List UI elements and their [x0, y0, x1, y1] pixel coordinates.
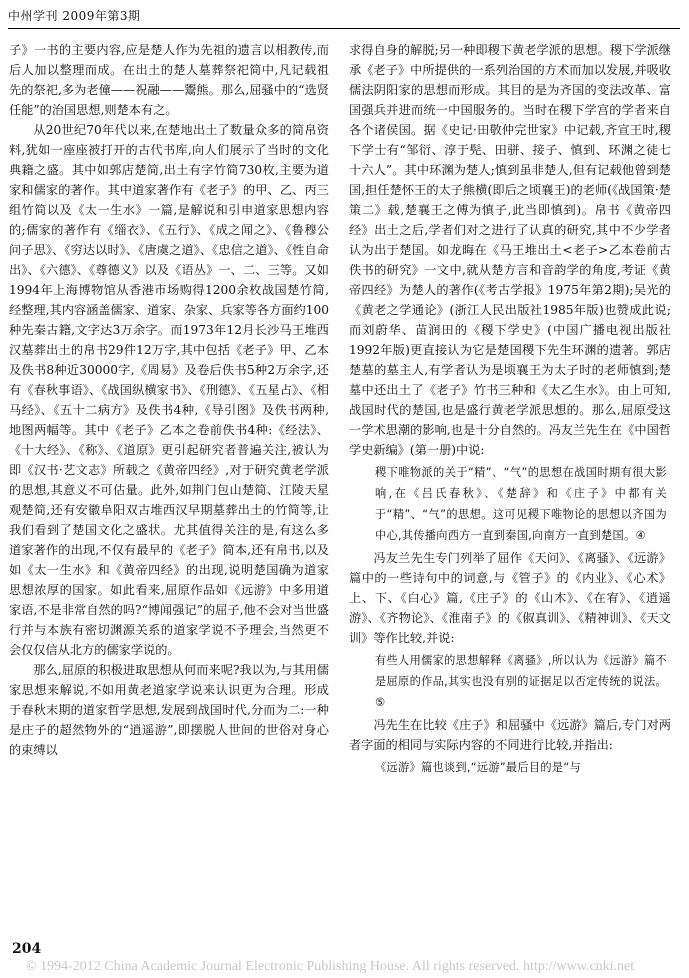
page-footer [0, 940, 689, 978]
journal-issue: 中州学刊 2009年第3期 [8, 9, 141, 23]
left-column [9, 40, 329, 938]
right-continuation-paragraph: 求得自身的解脱;另一种即稷下黄老学派的思想。稷下学派继承《老子》中所提供的一系列治国的方术而加以发展,并吸收儒法阴阳家的思想而形成。其目的是为齐国的变法改革、富国强兵并进而统一中国服务的。当时在稷下学宫的学者来自各个诸侯国。据《史记·田敬仲完世家》中记载,齐宣王时,稷下学士有“邹衍、淳于髡、田骈、接子、慎到、环渊之徒七十六人”。其中环渊为楚人;慎到虽非楚人,但有记载他曾到楚国,担任楚怀王的太子熊横(即后之顷襄王)的老师(《战国策·楚策二》载,楚襄王之傅为慎子,此当即慎到)。帛书《黄帝四经》出土之后,学者们对之进行了认真的研究,其中不少学者认为出于楚国。如龙晦在《马王堆出土<老子>乙本卷前古佚书的研究》一文中,就从楚方言和音韵学的角度,考证《黄帝四经》为楚人的著作(《考古学报》1975年第2期);吴光的《黄老之学通论》(浙江人民出版社1985年版)也赞成此说;而刘蔚华、苗润田的《稷下学史》(中国广播电视出版社1992年版)更直接认为它是楚国稷下先生环渊的遗著。郭店楚墓的墓主人,有学者认为是顷襄王为太子时的老师慎到;楚墓中还出土了《老子》竹书三种和《太乙生水》。由上可知,战国时代的楚国,也是盛行黄老学派思想的。那么,屈原受这一学术思潮的影响,也是十分自然的。冯友兰先生在《中国哲学史新编》(第一册)中说: [349, 43, 671, 457]
block-quote-feng-3: 《远游》篇也谈到,“远游”最后目的是“与 [375, 761, 581, 774]
right-column [349, 40, 671, 938]
block-quote-feng-1: 稷下唯物派的关于“精”、“气”的思想在战国时期有很大影响,在《吕氏春秋》、《楚辞》和《庄子》中都有关于“精”、“气”的思想。这可见稷下唯物论的思想以齐国为中心,其传播向西方一直到秦国,向南方一直到楚国。④ [375, 466, 667, 542]
running-header [8, 8, 680, 24]
right-paragraph-yuanyou: 冯先生在比较《庄子》和屈骚中《远游》篇后,专门对两者字面的相同与实际内容的不同进行比较,并指出: [349, 718, 671, 752]
right-paragraph-comparison: 冯友兰先生专门列举了屈作《天问》、《离骚》、《远游》篇中的一些诗句中的词意,与《管子》的《内业》、《心术》上、下、《白心》篇,《庄子》的《山木》、《在宥》、《逍遥游》、《齐物论》、《淮南子》的《俶真训》、《精神训》、《天文训》等作比较,并说: [349, 551, 671, 645]
left-continuation-paragraph: 子》一书的主要内容,应是楚人作为先祖的遗言以相教传,而后人加以整理而成。在出土的楚人墓葬祭祀简中,凡记载祖先的祭祀,多为老僮——祝融——鬻熊。那么,屈骚中的“选贤任能”的治国思想,则楚本有之。 [9, 43, 329, 117]
page-number: 204 [12, 941, 42, 957]
header-divider [8, 28, 680, 29]
left-paragraph-daoist-origin: 那么,屈原的积极进取思想从何而来呢?我以为,与其用儒家思想来解说,不如用黄老道家学说来认识更为合理。形成于春秋末期的道家哲学思想,发展到战国时代,分而为二:一种是庄子的超然物外的“逍遥游”,即摆脱人世间的世俗对身心的束缚以 [9, 663, 329, 757]
block-quote-feng-2: 有些人用儒家的思想解释《离骚》,所以认为《远游》篇不是屈原的作品,其实也没有别的证据足以否定传统的说法。⑤ [375, 654, 667, 709]
copyright-watermark: © 1994-2012 China Academic Journal Electronic Publishing House. All rights reserved. http://www.cnki.net [26, 959, 635, 974]
left-paragraph-excavated-texts: 从20世纪70年代以来,在楚地出土了数量众多的简帛资料,犹如一座座被打开的古代书库,向人们展示了当时的文化典籍之盛。其中如郭店楚简,出土有字竹简730枚,主要为道家和儒家的著作。其中道家著作有《老子》的甲、乙、丙三组竹简以及《太一生水》一篇,是解说和引申道家思想内容的;儒家的著作有《缁衣》、《五行》、《成之闻之》、《鲁穆公问子思》、《穷达以时》、《唐虞之道》、《忠信之道》、《性自命出》、《六德》、《尊德义》以及《语丛》一、二、三等。又如1994年上海博物馆从香港市场购得1200余枚战国楚竹简,经整理,其内容涵盖儒家、道家、杂家、兵家等各方面约100种先秦古籍,文字达3万余字。而1973年12月长沙马王堆西汉墓葬出土的帛书29件12万字,其中包括《老子》甲、乙本及佚书8种近30000字,《周易》及卷后佚书5种2万余字,还有《春秋事语》、《战国纵横家书》、《刑德》、《五星占》、《相马经》、《五十二病方》及佚书4种,《导引图》及佚书两种,地图两幅等。其中《老子》乙本之卷前佚书4种:《经法》、《十大经》、《称》、《道原》更引起研究者普遍关注,被认为即《汉书·艺文志》所载之《黄帝四经》,对于研究黄老学派的思想,其意义不可估量。此外,如荆门包山楚简、江陵天星观楚简,还有安徽阜阳双古堆西汉早期墓葬出土的竹简等,让我们看到了楚国文化之盛状。尤其值得关注的是,有这么多道家著作的出现,不仅有最早的《老子》简本,还有帛书,以及如《太一生水》和《黄帝四经》的出现,说明楚国确为道家思想浓厚的国家。如此看来,屈原作品如《远游》中多用道家语,不是非常自然的吗?“博闻强记”的屈子,他不会对当世盛行并与本族有密切渊源关系的道家学说不予理会,当然更不会仅仅信从北方的儒家学说的。 [9, 123, 329, 657]
